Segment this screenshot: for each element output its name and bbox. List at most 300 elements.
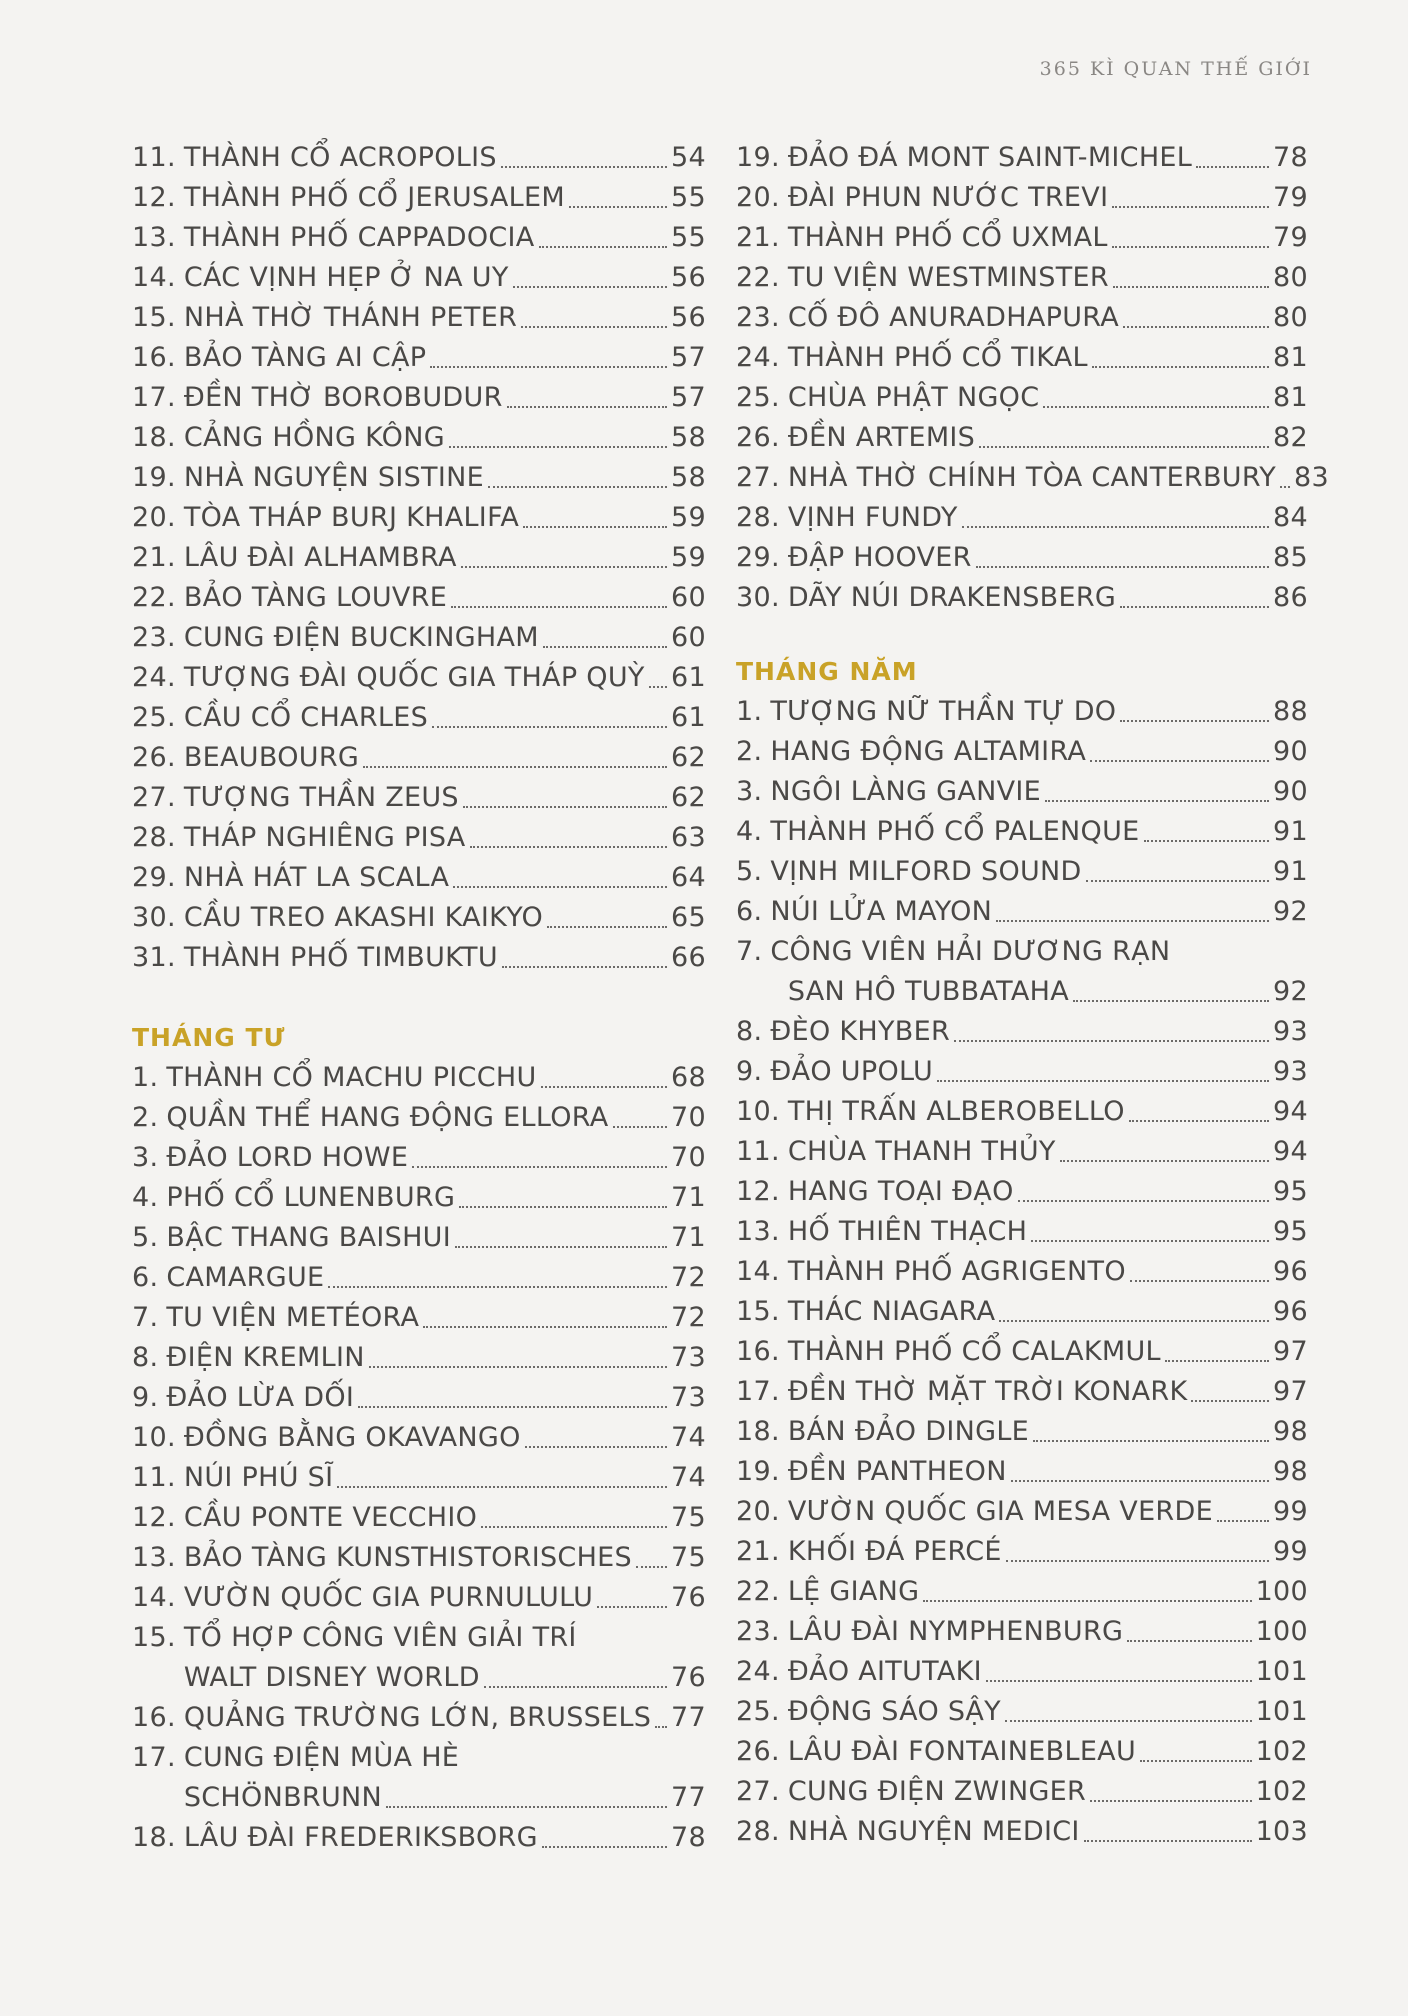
toc-entry-number: 28. [132,822,176,853]
toc-entry [132,1098,706,1138]
toc-entry [736,458,1329,498]
toc-entry-number: 16. [736,1336,780,1367]
toc-entry-page: 101 [1255,1696,1308,1727]
toc-entry-title: CẦU PONTE VECCHIO [183,1502,478,1533]
dot-leader [597,1606,667,1608]
toc-entry-number: 3. [132,1142,159,1173]
toc-entry-title: BẬC THANG BAISHUI [166,1222,451,1253]
toc-entry-title: TU VIỆN METÉORA [166,1302,420,1333]
toc-entry [736,418,1308,458]
toc-entry-title: ĐẢO LỪA DỐI [166,1382,355,1413]
toc-entry-page: 68 [671,1062,706,1093]
toc-entry-title: ĐỀN THỜ MẶT TRỜI KONARK [787,1376,1188,1407]
toc-entry-title: THÀNH PHỐ AGRIGENTO [787,1256,1126,1287]
toc-entry-page: 93 [1273,1056,1308,1087]
toc-entry [736,1172,1308,1212]
toc-entry-page: 74 [671,1422,706,1453]
toc-entry [736,258,1308,298]
toc-entry-page: 97 [1273,1376,1308,1407]
toc-entry-page: 103 [1255,1816,1308,1847]
toc-entry [132,1778,706,1818]
toc-entry-page: 72 [671,1262,706,1293]
toc-entry-title: THỊ TRẤN ALBEROBELLO [787,1096,1125,1127]
toc-entry [736,1292,1308,1332]
toc-entry-title: LÂU ĐÀI FONTAINEBLEAU [787,1736,1137,1767]
toc-entry-page: 57 [671,382,706,413]
toc-entry-title: THÀNH PHỐ CỔ JERUSALEM [183,182,565,213]
toc-entry [132,898,706,938]
toc-entry-number: 13. [132,222,176,253]
toc-entry-number: 20. [132,502,176,533]
toc-entry-number: 18. [132,422,176,453]
toc-entry-number: 25. [736,1696,780,1727]
toc-entry-page: 70 [671,1102,706,1133]
dot-leader [523,526,667,528]
toc-entry [736,972,1308,1012]
dot-leader [1043,406,1269,408]
toc-entry-page: 74 [671,1462,706,1493]
toc-entry-page: 84 [1273,502,1308,533]
toc-entry [736,1332,1308,1372]
dot-leader [1113,286,1269,288]
toc-entry-number: 14. [132,1582,176,1613]
toc-entry-page: 90 [1273,776,1308,807]
toc-entry-title: THÀNH CỔ ACROPOLIS [183,142,497,173]
dot-leader [1130,1280,1269,1282]
toc-entry-number: 15. [132,1622,176,1653]
toc-entry [736,772,1308,812]
dot-leader [986,1680,1252,1682]
dot-leader [1006,1560,1269,1562]
toc-entry-number: 25. [132,702,176,733]
toc-entry-title: SAN HÔ TUBBATAHA [787,976,1069,1007]
toc-entry-number: 23. [736,1616,780,1647]
dot-leader [513,286,667,288]
dot-leader [979,446,1269,448]
toc-column-right [736,138,1329,1852]
toc-entry [736,732,1308,772]
toc-entry-number: 18. [132,1822,176,1853]
toc-entry [736,1052,1308,1092]
toc-entry-page: 75 [671,1542,706,1573]
toc-entry-number: 27. [736,1776,780,1807]
toc-entry-page: 78 [671,1822,706,1853]
dot-leader [999,1320,1269,1322]
toc-entry-number: 29. [132,862,176,893]
toc-entry-page: 59 [671,502,706,533]
toc-entry [736,178,1308,218]
toc-entry-title: ĐỘNG SÁO SẬY [787,1696,1001,1727]
toc-entry [132,138,706,178]
toc-entry-page: 60 [671,622,706,653]
dot-leader [1090,1800,1251,1802]
dot-leader [525,1446,667,1448]
toc-entry [132,1818,706,1858]
toc-entry [132,1698,706,1738]
toc-entry-page: 59 [671,542,706,573]
dot-leader [1073,1000,1269,1002]
dot-leader [453,886,667,888]
toc-entry-page: 54 [671,142,706,173]
toc-entry-page: 73 [671,1382,706,1413]
toc-entry-number: 23. [736,302,780,333]
toc-entry-page: 86 [1273,582,1308,613]
toc-entry-number: 29. [736,542,780,573]
toc-entry-number: 11. [132,142,176,173]
toc-entry [132,818,706,858]
toc-entry-title: LÂU ĐÀI NYMPHENBURG [787,1616,1124,1647]
running-head: 365 KÌ QUAN THẾ GIỚI [1039,58,1312,80]
toc-entry [132,378,706,418]
toc-entry-page: 61 [671,662,706,693]
toc-entry-number: 12. [132,1502,176,1533]
toc-entry [736,1372,1308,1412]
dot-leader [459,1206,667,1208]
toc-entry [736,378,1308,418]
toc-entry [736,1572,1308,1612]
dot-leader [507,406,667,408]
dot-leader [1174,960,1304,962]
toc-entry-title: ĐỀN ARTEMIS [787,422,976,453]
toc-entry-number: 8. [132,1342,159,1373]
toc-list-may [736,692,1308,1852]
toc-entry-number: 31. [132,942,176,973]
toc-entry-number: 28. [736,502,780,533]
toc-entry-page: 65 [671,902,706,933]
toc-entry [736,138,1308,178]
toc-entry [736,1252,1308,1292]
toc-entry-title: ĐẢO UPOLU [770,1056,934,1087]
toc-entry [736,852,1308,892]
toc-entry-number: 7. [736,936,763,967]
toc-entry-number: 9. [132,1382,159,1413]
toc-entry-title: CUNG ĐIỆN ZWINGER [787,1776,1087,1807]
dot-leader [412,1166,667,1168]
toc-entry-page: 58 [671,422,706,453]
dot-leader [1031,1240,1269,1242]
toc-entry [132,1058,706,1098]
toc-entry-number: 2. [132,1102,159,1133]
toc-entry-title: HỐ THIÊN THẠCH [787,1216,1028,1247]
dot-leader [1140,1760,1252,1762]
toc-entry-title: TƯỢNG THẦN ZEUS [183,782,459,813]
toc-entry-title: ĐẢO ĐÁ MONT SAINT-MICHEL [787,142,1193,173]
dot-leader [488,486,667,488]
dot-leader [1092,366,1269,368]
toc-entry [132,538,706,578]
toc-entry-page: 91 [1273,816,1308,847]
dot-leader [649,686,667,688]
toc-entry-number: 18. [736,1416,780,1447]
dot-leader [502,966,667,968]
toc-entry [132,938,706,978]
toc-list-april-cont [736,138,1329,618]
toc-entry-page: 102 [1255,1736,1308,1767]
dot-leader [1217,1520,1269,1522]
toc-entry [736,1692,1308,1732]
toc-entry-page: 97 [1273,1336,1308,1367]
dot-leader [1045,800,1269,802]
toc-entry-page: 96 [1273,1296,1308,1327]
toc-entry-title: NÚI LỬA MAYON [770,896,993,927]
toc-entry [736,1492,1308,1532]
toc-entry [736,932,1308,972]
toc-entry-page: 88 [1273,696,1308,727]
toc-entry-number: 5. [132,1222,159,1253]
toc-entry-number: 24. [736,1656,780,1687]
toc-entry-number: 17. [132,1742,176,1773]
toc-entry-title: PHỐ CỔ LUNENBURG [166,1182,456,1213]
toc-entry-page: 57 [671,342,706,373]
toc-entry-title: TÒA THÁP BURJ KHALIFA [183,502,520,533]
toc-entry-title: KHỐI ĐÁ PERCÉ [787,1536,1002,1567]
dot-leader [1084,1840,1252,1842]
toc-entry-title: VỊNH FUNDY [787,502,958,533]
toc-entry-title: VƯỜN QUỐC GIA MESA VERDE [787,1496,1213,1527]
toc-entry-page: 64 [671,862,706,893]
toc-entry-number: 13. [132,1542,176,1573]
toc-entry-title: NHÀ THỜ THÁNH PETER [183,302,518,333]
dot-leader [1123,326,1269,328]
toc-entry-page: 71 [671,1222,706,1253]
dot-leader [461,566,667,568]
toc-entry-page: 95 [1273,1176,1308,1207]
toc-entry-page: 60 [671,582,706,613]
dot-leader [1127,1640,1251,1642]
toc-entry-title: NHÀ HÁT LA SCALA [183,862,450,893]
toc-entry [736,498,1308,538]
toc-entry-number: 17. [132,382,176,413]
dot-leader [481,1526,667,1528]
toc-entry-page: 100 [1255,1576,1308,1607]
toc-entry [132,1618,706,1658]
toc-entry [132,1138,706,1178]
toc-entry-title: CÁC VỊNH HẸP Ở NA UY [183,262,509,293]
dot-leader [386,1806,667,1808]
toc-entry-number: 21. [736,222,780,253]
toc-entry-number: 4. [736,816,763,847]
dot-leader [543,646,667,648]
toc-entry [132,1218,706,1258]
toc-entry-number: 12. [132,182,176,213]
toc-entry-number: 22. [736,1576,780,1607]
toc-entry-title: BÁN ĐẢO DINGLE [787,1416,1030,1447]
dot-leader [541,1086,668,1088]
toc-entry-title: BẢO TÀNG LOUVRE [183,582,448,613]
dot-leader [1280,486,1290,488]
toc-entry [736,578,1308,618]
toc-entry-page: 85 [1273,542,1308,573]
toc-entry-title: ĐỒNG BẰNG OKAVANGO [183,1422,521,1453]
toc-entry-title: ĐẢO AITUTAKI [787,1656,982,1687]
toc-entry-page: 98 [1273,1416,1308,1447]
dot-leader [1165,1360,1269,1362]
toc-entry-page: 77 [671,1702,706,1733]
toc-entry-page: 61 [671,702,706,733]
section-title-may: THÁNG NĂM [736,657,918,686]
toc-entry-title: ĐÈO KHYBER [770,1016,951,1047]
toc-entry [736,692,1308,732]
toc-entry-page: 80 [1273,302,1308,333]
toc-entry-page: 100 [1255,1616,1308,1647]
toc-entry-page: 76 [671,1662,706,1693]
toc-entry-number: 26. [736,1736,780,1767]
toc-entry-page: 91 [1273,856,1308,887]
dot-leader [369,1366,667,1368]
toc-entry-title: QUẢNG TRƯỜNG LỚN, BRUSSELS [183,1702,652,1733]
dot-leader [962,526,1269,528]
toc-entry-number: 11. [132,1462,176,1493]
toc-entry [132,1538,706,1578]
toc-entry-title: TU VIỆN WESTMINSTER [787,262,1109,293]
toc-entry-title: THÀNH PHỐ CỔ TIKAL [787,342,1088,373]
dot-leader [423,1326,667,1328]
dot-leader [363,766,667,768]
toc-entry [132,1298,706,1338]
dot-leader [463,1766,702,1768]
toc-entry-number: 20. [736,182,780,213]
dot-leader [1033,1440,1269,1442]
toc-entry [736,1812,1308,1852]
toc-entry-page: 102 [1255,1776,1308,1807]
toc-entry-title: CHÙA THANH THỦY [787,1136,1056,1167]
toc-entry-page: 94 [1273,1096,1308,1127]
toc-entry-number: 17. [736,1376,780,1407]
toc-list-march-cont [132,138,706,978]
toc-entry-title: LỆ GIANG [787,1576,920,1607]
toc-entry-page: 58 [671,462,706,493]
toc-entry-number: 11. [736,1136,780,1167]
toc-entry-page: 79 [1273,222,1308,253]
toc-entry-title: THÀNH CỔ MACHU PICCHU [166,1062,537,1093]
dot-leader [636,1566,667,1568]
toc-entry-title: THÀNH PHỐ CỔ UXMAL [787,222,1108,253]
dot-leader [996,920,1269,922]
toc-entry [132,1658,706,1698]
toc-entry-number: 5. [736,856,763,887]
toc-entry-title: CUNG ĐIỆN BUCKINGHAM [183,622,539,653]
toc-entry [132,698,706,738]
dot-leader [1112,246,1269,248]
toc-entry-number: 3. [736,776,763,807]
toc-entry-page: 62 [671,742,706,773]
toc-entry-number: 15. [736,1296,780,1327]
toc-entry-number: 16. [132,1702,176,1733]
dot-leader [501,166,667,168]
toc-entry-title: THÁP NGHIÊNG PISA [183,822,466,853]
dot-leader [1011,1480,1269,1482]
toc-entry [132,578,706,618]
toc-entry-number: 21. [736,1536,780,1567]
dot-leader [1018,1200,1269,1202]
toc-entry [132,418,706,458]
toc-entry-page: 90 [1273,736,1308,767]
dot-leader [1112,206,1269,208]
toc-entry-title: NHÀ THỜ CHÍNH TÒA CANTERBURY [787,462,1276,493]
toc-entry-title: ĐÀI PHUN NƯỚC TREVI [787,182,1109,213]
toc-entry-title: ĐỀN THỜ BOROBUDUR [183,382,503,413]
toc-entry-number: 22. [736,262,780,293]
toc-entry-title: BEAUBOURG [183,742,360,773]
toc-entry-number: 15. [132,302,176,333]
toc-entry-title: CHÙA PHẬT NGỌC [787,382,1040,413]
toc-entry [736,1612,1308,1652]
toc-entry-page: 99 [1273,1536,1308,1567]
toc-entry-page: 98 [1273,1456,1308,1487]
toc-entry-title: CẦU CỔ CHARLES [183,702,429,733]
toc-entry-page: 101 [1255,1656,1308,1687]
toc-entry-number: 6. [132,1262,159,1293]
toc-list-april [132,1058,706,1858]
toc-entry-title: QUẦN THỂ HANG ĐỘNG ELLORA [166,1102,609,1133]
toc-entry-number: 20. [736,1496,780,1527]
toc-entry-number: 27. [736,462,780,493]
toc-entry-number: 13. [736,1216,780,1247]
toc-entry [132,1418,706,1458]
toc-entry-number: 19. [736,1456,780,1487]
toc-entry-page: 55 [671,182,706,213]
toc-entry [132,1578,706,1618]
toc-entry-page: 63 [671,822,706,853]
dot-leader [1086,880,1269,882]
toc-entry-page: 79 [1273,182,1308,213]
toc-entry-number: 24. [736,342,780,373]
toc-entry-title: CÔNG VIÊN HẢI DƯƠNG RẠN [770,936,1171,967]
toc-entry-number: 22. [132,582,176,613]
toc-entry [132,1338,706,1378]
dot-leader [569,206,667,208]
toc-entry [736,1532,1308,1572]
toc-entry-title: THÀNH PHỐ CỔ CALAKMUL [787,1336,1161,1367]
dot-leader [1120,720,1269,722]
toc-column-left [132,138,706,1858]
toc-entry-page: 83 [1294,462,1329,493]
dot-leader [954,1040,1269,1042]
toc-entry-page: 81 [1273,342,1308,373]
toc-entry-number: 14. [736,1256,780,1287]
dot-leader [976,566,1269,568]
toc-entry-page: 72 [671,1302,706,1333]
toc-entry-title: CUNG ĐIỆN MÙA HÈ [183,1742,460,1773]
toc-entry-page: 99 [1273,1496,1308,1527]
dot-leader [923,1600,1251,1602]
toc-entry-number: 25. [736,382,780,413]
toc-entry [132,498,706,538]
dot-leader [455,1246,667,1248]
toc-entry-title: ĐẢO LORD HOWE [166,1142,409,1173]
toc-entry-title: SCHÖNBRUNN [183,1782,383,1813]
toc-entry-number: 26. [132,742,176,773]
toc-entry-title: NHÀ NGUYỆN SISTINE [183,462,484,493]
toc-entry-number: 4. [132,1182,159,1213]
dot-leader [581,1646,702,1648]
toc-entry-page: 92 [1273,976,1308,1007]
toc-entry [736,1012,1308,1052]
toc-entry [736,1652,1308,1692]
toc-entry-title: THÀNH PHỐ CAPPADOCIA [183,222,535,253]
toc-entry [736,1452,1308,1492]
toc-entry-page: 81 [1273,382,1308,413]
toc-entry-page: 78 [1273,142,1308,173]
toc-entry [132,858,706,898]
toc-entry-title: NÚI PHÚ SĨ [183,1462,334,1493]
toc-entry-title: DÃY NÚI DRAKENSBERG [787,582,1117,613]
toc-entry [132,1178,706,1218]
toc-entry [736,1732,1308,1772]
toc-entry-title: HANG TOẠI ĐẠO [787,1176,1014,1207]
toc-entry-page: 70 [671,1142,706,1173]
toc-entry-page: 56 [671,302,706,333]
